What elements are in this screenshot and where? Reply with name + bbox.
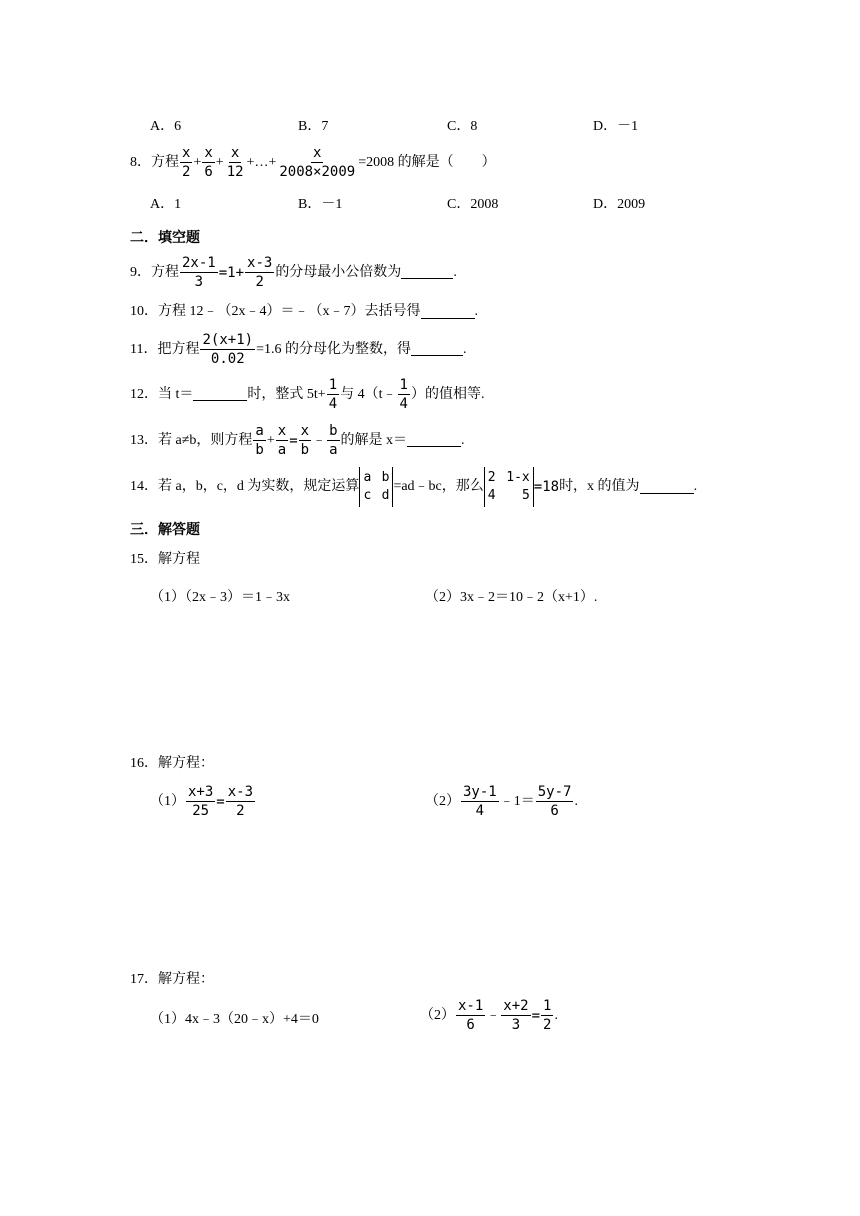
q16-part-2: （2） $\frac{3y-1}{4}$ ﹣1＝ $\frac{5y-7}{6}$ . bbox=[425, 784, 578, 819]
frac-num: x-3 bbox=[247, 255, 273, 271]
q17-p2-frac-2 bbox=[501, 999, 530, 1032]
q16-p2-frac-2 bbox=[536, 785, 574, 818]
frac-num: x+3 bbox=[188, 784, 214, 800]
q12-mid2: 与 4（t﹣ bbox=[340, 386, 397, 402]
frac-den: 2 bbox=[543, 1017, 552, 1033]
q7-option-a: A．6 bbox=[150, 119, 182, 134]
q15-part-2: （2）3x﹣2＝10﹣2（x+1）. bbox=[425, 590, 598, 605]
det-cell: a bbox=[363, 470, 372, 485]
frac-den: 3 bbox=[511, 1017, 521, 1033]
det-cell: 5 bbox=[521, 488, 530, 503]
q13-tail: 的解是 x＝ bbox=[340, 432, 407, 448]
q8-option-d: D．2009 bbox=[593, 197, 646, 212]
q16-p1-frac-1 bbox=[186, 785, 215, 818]
q12-answer-blank[interactable] bbox=[193, 388, 247, 401]
frac-den: 2 bbox=[236, 803, 245, 819]
q8-option-a: A．1 bbox=[150, 197, 182, 212]
frac-den: 12 bbox=[226, 164, 244, 180]
q8-frac-3 bbox=[225, 146, 246, 179]
section-solve-title: 三．解答题 bbox=[130, 522, 200, 538]
q12-lead: 当 t＝ bbox=[158, 386, 194, 402]
q14-determinant-2 bbox=[484, 467, 534, 507]
frac-den: 25 bbox=[192, 803, 210, 819]
frac-num: b bbox=[329, 423, 338, 439]
question-14: 14． 若 a，b，c，d 为实数，规定运算 a b c d =ad﹣bc，那么 2 1-x 4 5 =18 时，x 的值为 . bbox=[130, 467, 697, 507]
frac-num: 5y-7 bbox=[537, 784, 572, 800]
frac-den: 2008×2009 bbox=[279, 164, 356, 180]
frac-den: 4 bbox=[399, 396, 408, 412]
frac-num: 1 bbox=[328, 377, 338, 393]
q17-p2-frac-3 bbox=[541, 999, 553, 1032]
q10-number: 10． bbox=[130, 304, 158, 319]
q10-text: 方程 12﹣（2x﹣4）＝﹣（x﹣7）去括号得 bbox=[158, 304, 421, 319]
frac-den: 6 bbox=[550, 803, 559, 819]
question-8: 8． 方程 $\frac{x}{2}$ + $\frac{x}{6}$ + $\frac{x}{12}$ +…+ $\frac{x}{2008\times 2009}$ =2008 的解是（ ） bbox=[130, 145, 496, 180]
q8-frac-4 bbox=[277, 146, 357, 179]
q16-part-1: （1） $\frac{x+3}{25}$ = $\frac{x-3}{2}$ bbox=[150, 784, 254, 819]
q15-number: 15． bbox=[130, 552, 158, 567]
question-15 bbox=[130, 553, 200, 567]
frac-num: 1 bbox=[543, 998, 552, 1014]
q13-number: 13． bbox=[130, 432, 158, 448]
frac-num: x bbox=[182, 145, 191, 161]
q16-p1-frac-2 bbox=[226, 785, 255, 818]
q17-p2-frac-1 bbox=[456, 999, 485, 1032]
q17-part-2-label: （2） bbox=[420, 1007, 455, 1023]
q17-part-1: （1）4x﹣3（20﹣x）+4＝0 bbox=[150, 1012, 319, 1027]
q11-tail: =1.6 的分母化为整数，得 bbox=[256, 341, 411, 357]
q15-part-1: （1）（2x﹣3）＝1﹣3x bbox=[150, 590, 290, 605]
q8-frac-2 bbox=[202, 146, 214, 179]
det-cell: 4 bbox=[487, 488, 496, 503]
question-12 bbox=[130, 378, 484, 411]
frac-num: 3y-1 bbox=[463, 784, 497, 800]
frac-den: 3 bbox=[194, 274, 204, 290]
q8-number: 8． bbox=[130, 154, 151, 170]
q8-dots: +…+ bbox=[246, 154, 277, 170]
q13-lead: 若 a≠b，则方程 bbox=[158, 432, 253, 448]
q8-frac-1 bbox=[180, 146, 192, 179]
q17-number: 17． bbox=[130, 972, 158, 987]
frac-den: 6 bbox=[466, 1017, 475, 1033]
question-13: 13． 若 a≠b，则方程 $\frac{a}{b}$ + $\frac{x}{a}$ = $\frac{x}{b}$ ﹣ $\frac{b}{a}$ 的解是 x＝ . bbox=[130, 423, 465, 458]
frac-den: a bbox=[329, 442, 338, 458]
question-10: 10． 方程 12﹣（2x﹣4）＝﹣（x﹣7）去括号得 . bbox=[130, 304, 478, 319]
section-fill-in-title: 二．填空题 bbox=[130, 230, 200, 246]
q16-p2-frac-1 bbox=[461, 785, 499, 818]
det-cell: 2 bbox=[487, 470, 496, 485]
q12-number: 12． bbox=[130, 386, 158, 402]
frac-den: 2 bbox=[182, 164, 191, 180]
q13-frac-2 bbox=[276, 424, 288, 457]
q13-frac-4 bbox=[327, 424, 339, 457]
q13-answer-blank[interactable] bbox=[407, 434, 461, 447]
frac-den: 4 bbox=[475, 803, 485, 819]
q16-part-2-label: （2） bbox=[425, 793, 460, 809]
frac-num: x-1 bbox=[458, 998, 484, 1014]
q8-option-b: B．－1 bbox=[298, 197, 343, 212]
q17-part-2: （2） $\frac{x-1}{6}$ ﹣ $\frac{x+2}{3}$ = $\frac{1}{2}$ . bbox=[420, 998, 558, 1033]
frac-den: b bbox=[255, 442, 264, 458]
q14-lead: 若 a，b，c，d 为实数，规定运算 bbox=[158, 479, 360, 494]
frac-num: x+2 bbox=[503, 998, 529, 1014]
det-cell: d bbox=[381, 488, 390, 503]
frac-num: 1 bbox=[399, 377, 408, 393]
det-cell: c bbox=[363, 488, 372, 503]
q16-part-1-label: （1） bbox=[150, 793, 185, 809]
frac-num: x-3 bbox=[227, 784, 254, 800]
q12-mid: 时，整式 5t+ bbox=[247, 386, 326, 402]
frac-num: x bbox=[230, 145, 240, 161]
frac-num: x bbox=[204, 145, 213, 161]
question-17 bbox=[130, 973, 214, 987]
q17-title: 解方程： bbox=[158, 972, 214, 987]
q10-answer-blank[interactable] bbox=[421, 306, 475, 319]
q14-determinant-1 bbox=[359, 467, 393, 507]
q16-p2-mid: ﹣1＝ bbox=[499, 793, 535, 809]
q7-option-b: B．7 bbox=[298, 119, 329, 134]
q7-option-c: C．8 bbox=[447, 119, 478, 134]
frac-num: x bbox=[300, 423, 310, 439]
frac-num: 2x-1 bbox=[182, 255, 216, 271]
q12-tail: ）的值相等. bbox=[410, 386, 485, 402]
q11-answer-blank[interactable] bbox=[411, 343, 463, 356]
q13-frac-3 bbox=[299, 424, 311, 457]
det-cell: b bbox=[381, 470, 390, 485]
q9-number: 9． bbox=[130, 264, 151, 280]
q14-number: 14． bbox=[130, 479, 158, 494]
frac-den: 0.02 bbox=[210, 351, 245, 367]
frac-num: a bbox=[255, 423, 264, 439]
q14-answer-blank[interactable] bbox=[640, 481, 694, 494]
q11-frac-1 bbox=[200, 333, 255, 366]
q14-mid: =ad﹣bc，那么 bbox=[393, 479, 484, 494]
q14-eq: =18 bbox=[533, 479, 560, 495]
frac-num: 2(x+1) bbox=[202, 332, 254, 348]
q9-frac-1 bbox=[180, 256, 218, 289]
frac-den: 2 bbox=[255, 274, 264, 290]
question-9: 9． 方程 $\frac{2x-1}{3}$ =1+ $\frac{x-3}{2}$ 的分母最小公倍数为 . bbox=[130, 255, 457, 290]
q12-frac-1 bbox=[327, 378, 339, 411]
question-11: 11． 把方程 $\frac{2(x+1)}{0.02}$ =1.6 的分母化为整数，得 . bbox=[130, 332, 467, 367]
det-cell: 1-x bbox=[506, 470, 530, 485]
frac-den: b bbox=[300, 442, 310, 458]
q16-number: 16． bbox=[130, 756, 158, 771]
q9-frac-2 bbox=[245, 256, 274, 289]
q13-frac-1 bbox=[253, 424, 265, 457]
q7-option-d: D．－1 bbox=[593, 119, 639, 134]
q11-lead: 把方程 bbox=[157, 341, 200, 357]
question-16 bbox=[130, 757, 214, 771]
q16-title: 解方程： bbox=[158, 756, 214, 771]
q9-lead: 方程 bbox=[151, 264, 179, 280]
q9-tail: 的分母最小公倍数为 bbox=[275, 264, 402, 280]
frac-den: 4 bbox=[328, 396, 338, 412]
frac-num: x bbox=[313, 145, 322, 161]
q8-option-c: C．2008 bbox=[447, 197, 499, 212]
q9-mid: =1+ bbox=[218, 264, 245, 281]
q8-lead: 方程 bbox=[151, 154, 179, 170]
q12-frac-2 bbox=[398, 378, 410, 411]
q11-number: 11． bbox=[130, 341, 158, 357]
frac-den: a bbox=[277, 442, 287, 458]
q14-tail: 时，x 的值为 bbox=[559, 479, 640, 494]
q15-title: 解方程 bbox=[158, 552, 200, 567]
q8-tail: =2008 的解是（ ） bbox=[358, 154, 496, 170]
frac-num: x bbox=[277, 423, 287, 439]
q9-answer-blank[interactable] bbox=[401, 266, 453, 279]
frac-den: 6 bbox=[204, 164, 213, 180]
